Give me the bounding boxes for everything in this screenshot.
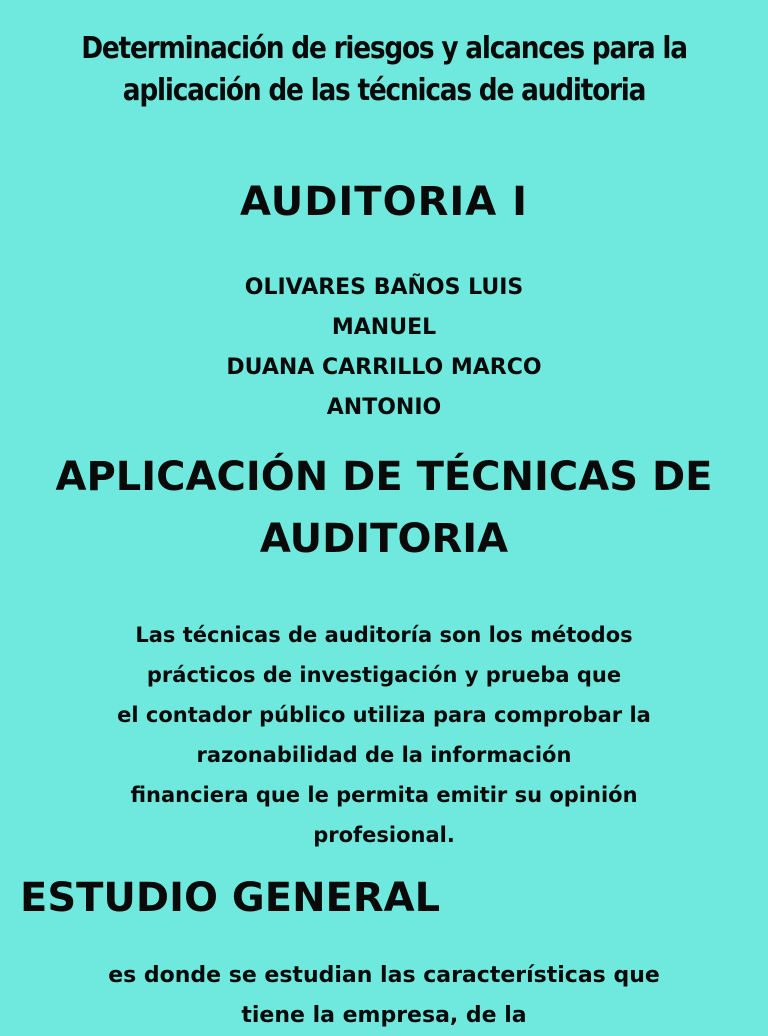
paragraph1-line-1: Las técnicas de auditoría son los métodos [135, 623, 633, 647]
paragraph-tecnicas [0, 615, 768, 855]
paragraph1-line-6: profesional. [313, 823, 455, 847]
section1-heading-line-1: APLICACIÓN DE TÉCNICAS DE [55, 454, 713, 500]
paragraph-estudio-general [0, 956, 768, 1036]
paragraph1-line-5: financiera que le permita emitir su opinión [130, 783, 638, 807]
course-heading: AUDITORIA I [239, 179, 529, 225]
paragraph2-line-1: es donde se estudian las características que [108, 963, 660, 988]
paragraph1-line-3: el contador público utiliza para comprobar la [117, 703, 651, 727]
author-line-1: OLIVARES BAÑOS LUIS [244, 275, 524, 300]
paragraph1-line-4: razonabilidad de la información [196, 743, 572, 767]
author-line-4: ANTONIO [326, 395, 442, 420]
section-heading-aplicacion [0, 446, 768, 570]
authors-list [0, 268, 768, 428]
section1-heading-line-2: AUDITORIA [259, 516, 509, 562]
paragraph1-line-2: prácticos de investigación y prueba que [146, 663, 622, 687]
title-line-1: Determinación de riesgos y alcances para la [81, 31, 687, 66]
document-title [46, 28, 722, 112]
author-line-3: DUANA CARRILLO MARCO [226, 355, 542, 380]
title-line-2: aplicación de las técnicas de auditoria [122, 73, 646, 108]
section-heading-estudio-general: ESTUDIO GENERAL [20, 875, 441, 921]
paragraph2-line-2: tiene la empresa, de la [241, 1003, 527, 1028]
author-line-2: MANUEL [331, 315, 437, 340]
